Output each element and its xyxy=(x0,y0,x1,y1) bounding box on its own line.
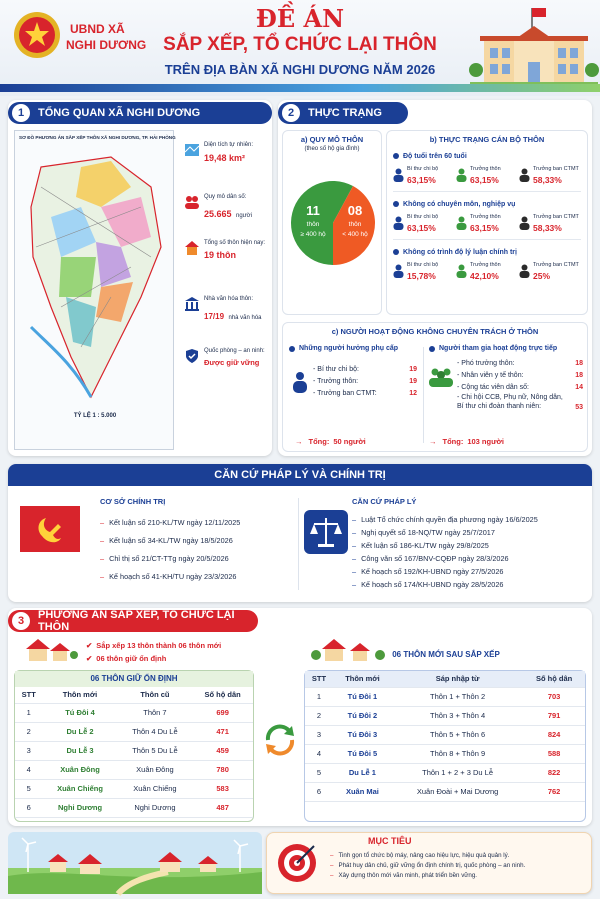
divider xyxy=(298,498,299,590)
list-item xyxy=(100,531,290,549)
divider xyxy=(423,347,424,443)
staff-item-label: Trưởng thôn xyxy=(470,262,501,268)
dash-icon: – xyxy=(100,553,105,563)
header xyxy=(0,0,600,96)
stat-defense xyxy=(184,348,270,367)
legal-heading: CĂN CỨ PHÁP LÝ xyxy=(352,497,417,506)
merged-villages-grid xyxy=(305,671,585,802)
staff-item-value: 63,15% xyxy=(407,175,436,185)
staff-group-heading: Không có trình độ lý luận chính trị xyxy=(403,248,517,256)
row-index: 1 xyxy=(15,703,42,722)
staff-item-label: Trưởng thôn xyxy=(470,166,501,172)
list-item xyxy=(352,565,588,578)
shield-check-icon xyxy=(184,348,200,364)
village-new-name: Du Lễ 2 xyxy=(42,722,117,741)
officer-icon xyxy=(393,264,404,278)
table-row xyxy=(305,706,585,725)
legal-list xyxy=(352,513,588,591)
village-scale-subtitle: (theo số hộ gia đình) xyxy=(304,146,360,152)
staff-item-value: 63,15% xyxy=(407,223,436,233)
allowance-value: 19 xyxy=(409,365,417,373)
staff-item xyxy=(519,214,581,233)
staff-item-value: 15,78% xyxy=(407,271,436,281)
list-item xyxy=(330,850,588,860)
staff-item xyxy=(393,262,455,281)
dash-icon: – xyxy=(352,515,357,524)
village-new-name: Tú Đôi 1 xyxy=(333,687,392,706)
list-item xyxy=(100,567,290,585)
column-header: Số hộ dân xyxy=(523,671,585,687)
pie-green-value: 11 xyxy=(306,203,320,218)
list-item-text: Tinh gọn tổ chức bộ máy, nâng cao hiệu lực, hiệu quả quản lý. xyxy=(338,851,510,859)
stat-value: 17/19 xyxy=(204,312,225,321)
village-source: Thôn 3 + Thôn 4 xyxy=(392,706,523,725)
staff-status-panel xyxy=(386,130,588,315)
row-index: 3 xyxy=(15,741,42,760)
check-icon: ✔ xyxy=(86,641,93,650)
table-row xyxy=(15,798,253,817)
officer-icon xyxy=(519,168,530,182)
agency-name-line2: NGHI DƯƠNG xyxy=(66,38,147,52)
village-source: Xuân Đoài + Mai Dương xyxy=(392,782,523,801)
list-item-text: Công văn số 167/BNV-CQĐP ngày 28/3/2026 xyxy=(361,554,509,563)
staff-group-items xyxy=(393,214,581,233)
total-label: Tổng: xyxy=(308,437,330,446)
staff-item-value: 25% xyxy=(533,271,551,281)
stat-area xyxy=(184,142,270,163)
stat-value: 19 thôn xyxy=(204,250,237,260)
list-item-text: Kết luận số 186-KL/TW ngày 29/8/2025 xyxy=(361,541,489,550)
dash-icon: – xyxy=(352,580,357,589)
staff-item-value: 58,33% xyxy=(533,223,562,233)
village-new-name: Tú Đôi 5 xyxy=(333,744,392,763)
dash-icon: – xyxy=(352,554,357,563)
transform-arrows-icon xyxy=(262,722,298,758)
scales-of-justice-icon xyxy=(304,510,348,554)
stat-villages xyxy=(184,240,270,260)
staff-group-heading-row xyxy=(393,198,581,210)
section-number: 2 xyxy=(282,104,300,122)
household-count: 762 xyxy=(523,782,585,801)
village-new-name: Tú Đôi 4 xyxy=(42,703,117,722)
pie-orange-value: 08 xyxy=(347,203,363,218)
column-header: Thôn mới xyxy=(42,687,117,703)
staff-item xyxy=(519,262,581,281)
village-source: Thôn 8 + Thôn 9 xyxy=(392,744,523,763)
allowance-total xyxy=(295,437,366,446)
participant-value: 18 xyxy=(575,359,583,367)
merged-villages-table xyxy=(304,650,586,822)
stat-label: Quy mô dân số: xyxy=(204,194,247,200)
total-label: Tổng: xyxy=(442,437,464,446)
allowance-label: - Trưởng ban CTMT: xyxy=(313,389,377,397)
countryside-illustration xyxy=(8,832,262,894)
officer-icon xyxy=(519,264,530,278)
section-number: 3 xyxy=(12,612,30,630)
legal-title: CĂN CỨ PHÁP LÝ VÀ CHÍNH TRỊ xyxy=(8,464,592,486)
column-header: Sáp nhập từ xyxy=(392,671,523,687)
person-icon xyxy=(291,371,309,393)
staff-item-value: 63,15% xyxy=(470,223,499,233)
staff-item-label: Trưởng ban CTMT xyxy=(533,262,579,268)
village-new-name: Xuân Mai xyxy=(333,782,392,801)
staff-item xyxy=(456,262,518,281)
village-new-name: Du Lễ 3 xyxy=(42,741,117,760)
dash-icon: – xyxy=(100,571,105,581)
household-count: 471 xyxy=(192,722,253,741)
staff-group-heading-row xyxy=(393,150,581,162)
row-index: 3 xyxy=(305,725,333,744)
household-count: 588 xyxy=(523,744,585,763)
staff-item-value: 58,33% xyxy=(533,175,562,185)
stat-label: Diện tích tự nhiên: xyxy=(204,142,254,148)
stat-value: 19,48 km² xyxy=(204,153,246,163)
section-status-header xyxy=(278,102,408,124)
table-header-row xyxy=(15,687,253,703)
total-value: 103 người xyxy=(467,437,504,446)
table-row xyxy=(15,779,253,798)
participant-label: - Chi hội CCB, Phụ nữ, Nông dân, Bí thư chi đoàn thanh niên: xyxy=(457,394,563,411)
allowance-heading: Những người hưởng phụ cấp xyxy=(299,345,399,352)
column-header: Thôn cũ xyxy=(118,687,193,703)
group-icon xyxy=(429,367,453,387)
participant-value: 53 xyxy=(575,404,583,412)
participant-label: - Nhân viên y tế thôn: xyxy=(457,371,524,379)
staff-group-heading: Độ tuổi trên 60 tuổi xyxy=(403,152,467,160)
decorative-wave xyxy=(0,84,600,92)
participant-label: - Cộng tác viên dân số: xyxy=(457,383,529,391)
population-icon xyxy=(184,194,200,210)
dash-icon: – xyxy=(330,861,334,869)
row-index: 4 xyxy=(305,744,333,763)
column-header: STT xyxy=(305,671,333,687)
village-scale-title: a) QUY MÔ THÔN xyxy=(300,135,364,144)
bullet-icon xyxy=(393,201,399,207)
village-houses-icon xyxy=(22,637,78,663)
list-item xyxy=(352,539,588,552)
bullet-icon xyxy=(393,153,399,159)
column-header: Thôn mới xyxy=(333,671,392,687)
village-source: Nghi Dương xyxy=(118,798,193,817)
staff-group-heading-row xyxy=(393,246,581,258)
section-plan-header xyxy=(8,610,258,632)
village-new-name: Xuân Chiếng xyxy=(42,779,117,798)
direct-participants-group xyxy=(429,345,585,446)
officer-icon xyxy=(393,168,404,182)
stat-label: Quốc phòng – an ninh: xyxy=(204,348,265,354)
row-index: 6 xyxy=(15,798,42,817)
list-item-text: Phát huy dân chủ, giữ vững ổn định chính trị, quốc phòng – an ninh. xyxy=(338,861,526,869)
goals-title: MỤC TIÊU xyxy=(368,836,412,846)
village-new-name: Nghi Dương xyxy=(42,798,117,817)
arrow-right-icon: → xyxy=(295,437,303,446)
stat-label: Nhà văn hóa thôn: xyxy=(204,296,254,302)
arrow-right-icon: → xyxy=(429,437,437,446)
list-item-text: Kế hoạch số 192/KH-UBND ngày 27/5/2026 xyxy=(361,567,504,576)
household-count: 699 xyxy=(192,703,253,722)
staff-item xyxy=(393,166,455,185)
column-header: STT xyxy=(15,687,42,703)
participant-value: 14 xyxy=(575,383,583,391)
office-building-icon xyxy=(470,4,598,94)
village-source: Xuân Đông xyxy=(118,760,193,779)
list-item xyxy=(330,870,588,880)
list-item-text: Kết luận số 34-KL/TW ngày 18/5/2026 xyxy=(109,535,233,545)
staff-item-value: 63,15% xyxy=(470,175,499,185)
village-source: Thôn 5 + Thôn 6 xyxy=(392,725,523,744)
row-index: 2 xyxy=(15,722,42,741)
officer-icon xyxy=(393,216,404,230)
list-item xyxy=(100,513,290,531)
column-header: Số hộ dân xyxy=(192,687,253,703)
row-index: 2 xyxy=(305,706,333,725)
participants-heading: Người tham gia hoạt động trực tiếp xyxy=(439,345,558,352)
stat-label: Tổng số thôn hiện nay: xyxy=(204,240,266,246)
dash-icon: – xyxy=(352,541,357,550)
list-item-text: Chỉ thị số 21/CT-TTg ngày 20/5/2026 xyxy=(109,553,229,563)
list-item xyxy=(352,513,588,526)
stable-villages-grid xyxy=(15,687,253,818)
pie-orange-unit: thôn xyxy=(348,221,362,228)
table-row xyxy=(15,722,253,741)
section-number: 1 xyxy=(12,104,30,122)
household-count: 822 xyxy=(523,763,585,782)
household-count: 791 xyxy=(523,706,585,725)
area-map-icon xyxy=(184,142,200,158)
dash-icon: – xyxy=(352,567,357,576)
row-index: 5 xyxy=(15,779,42,798)
dash-icon: – xyxy=(100,517,105,527)
village-scale-panel xyxy=(282,130,382,315)
allowance-label: - Trưởng thôn: xyxy=(313,377,359,385)
dash-icon: – xyxy=(352,528,357,537)
row-index: 5 xyxy=(305,763,333,782)
political-list xyxy=(100,513,290,585)
staff-item-label: Bí thư chi bộ xyxy=(407,166,439,172)
table-row xyxy=(15,703,253,722)
staff-item-label: Trưởng ban CTMT xyxy=(533,214,579,220)
staff-item-label: Trưởng ban CTMT xyxy=(533,166,579,172)
map-title: SƠ ĐỒ PHƯƠNG ÁN SẮP XẾP THÔN XÃ NGHI DƯƠNG, TP. HẢI PHÒNG xyxy=(19,135,176,140)
allowance-label: - Bí thư chi bộ: xyxy=(313,365,359,373)
non-specialized-title: c) NGƯỜI HOẠT ĐỘNG KHÔNG CHUYÊN TRÁCH Ở THÔN xyxy=(331,327,539,336)
stat-value: 25.665 xyxy=(204,209,232,219)
map-scale: TỶ LỆ 1 : 5.000 xyxy=(73,413,117,419)
list-item-text: Nghị quyết số 18-NQ/TW ngày 25/7/2017 xyxy=(361,528,495,537)
dash-icon: – xyxy=(330,871,334,879)
staff-groups xyxy=(387,150,587,281)
table-row xyxy=(15,741,253,760)
village-source: Thôn 1 + Thôn 2 xyxy=(392,687,523,706)
political-heading: CƠ SỞ CHÍNH TRỊ xyxy=(100,497,166,506)
bullet-icon xyxy=(429,346,435,352)
stable-villages-title: 06 THÔN GIỮ ỔN ĐỊNH xyxy=(15,671,253,687)
staff-item-label: Bí thư chi bộ xyxy=(407,262,439,268)
divider xyxy=(393,191,581,192)
culture-house-icon xyxy=(184,296,200,312)
section-title: PHƯƠNG ÁN SẮP XẾP, TỔ CHỨC LẠI THÔN xyxy=(38,609,235,633)
bullet-icon xyxy=(289,346,295,352)
pie-orange-label: < 400 hộ xyxy=(342,231,368,238)
list-item-text: Kết luận số 210-KL/TW ngày 12/11/2025 xyxy=(109,517,241,527)
non-specialized-panel xyxy=(282,322,588,452)
target-icon xyxy=(276,842,318,884)
agency-name-line1: UBND XÃ xyxy=(70,22,125,36)
check-text: 06 thôn giữ ổn định xyxy=(96,654,167,663)
list-item-text: Kế hoạch số 174/KH-UBND ngày 28/5/2026 xyxy=(361,580,504,589)
staff-item xyxy=(456,166,518,185)
section-overview-header xyxy=(8,102,272,124)
officer-icon xyxy=(519,216,530,230)
table-row xyxy=(305,725,585,744)
household-count: 459 xyxy=(192,741,253,760)
household-count: 703 xyxy=(523,687,585,706)
list-item xyxy=(352,526,588,539)
officer-icon xyxy=(456,168,467,182)
dash-icon: – xyxy=(330,851,334,859)
row-index: 4 xyxy=(15,760,42,779)
section-title: THỰC TRẠNG xyxy=(308,107,382,119)
staff-item xyxy=(519,166,581,185)
participant-value: 18 xyxy=(575,371,583,379)
row-index: 6 xyxy=(305,782,333,801)
stable-villages-table xyxy=(14,670,254,822)
map-drawing xyxy=(21,147,171,409)
staff-item-label: Bí thư chi bộ xyxy=(407,214,439,220)
title-line2: SẮP XẾP, TỔ CHỨC LẠI THÔN xyxy=(163,34,437,55)
officer-icon xyxy=(456,216,467,230)
village-source: Thôn 4 Du Lễ xyxy=(118,722,193,741)
allowance-group xyxy=(289,345,419,446)
staff-item xyxy=(456,214,518,233)
staff-item xyxy=(393,214,455,233)
staff-group xyxy=(393,150,581,192)
list-item-text: Xây dựng thôn mới văn minh, phát triển bền vững. xyxy=(338,871,478,879)
list-item xyxy=(330,860,588,870)
table-row xyxy=(305,687,585,706)
staff-status-title: b) THỰC TRẠNG CÁN BỘ THÔN xyxy=(429,135,545,144)
staff-group-items xyxy=(393,166,581,185)
title-line1: ĐỀ ÁN xyxy=(255,4,345,33)
household-count: 487 xyxy=(192,798,253,817)
list-item xyxy=(100,549,290,567)
pie-green-label: ≥ 400 hộ xyxy=(300,231,326,238)
village-map xyxy=(14,130,174,450)
goals-list xyxy=(330,850,588,880)
bullet-icon xyxy=(393,249,399,255)
table-row xyxy=(15,760,253,779)
plan-checks xyxy=(86,639,221,665)
list-item-text: Luật Tổ chức chính quyền địa phương ngày 16/6/2025 xyxy=(361,515,538,524)
dash-icon: – xyxy=(100,535,105,545)
staff-item-value: 42,10% xyxy=(470,271,499,281)
divider xyxy=(393,239,581,240)
village-new-name: Du Lễ 1 xyxy=(333,763,392,782)
allowance-value: 12 xyxy=(409,389,417,397)
pie-green-unit: thôn xyxy=(306,221,320,228)
row-index: 1 xyxy=(305,687,333,706)
participants-total xyxy=(429,437,504,446)
house-icon xyxy=(184,240,200,256)
table-header-row xyxy=(305,671,585,687)
staff-group xyxy=(393,198,581,240)
total-value: 50 người xyxy=(333,437,366,446)
stat-unit: người xyxy=(235,213,252,219)
village-source: Thôn 5 Du Lễ xyxy=(118,741,193,760)
national-emblem-icon xyxy=(12,10,62,60)
merged-villages-title: 06 THÔN MỚI SAU SẮP XẾP xyxy=(392,650,500,659)
stat-culture-houses xyxy=(184,296,270,324)
staff-item-label: Trưởng thôn xyxy=(470,214,501,220)
staff-group-items xyxy=(393,262,581,281)
list-item xyxy=(352,578,588,591)
household-count: 824 xyxy=(523,725,585,744)
section-title: TỔNG QUAN XÃ NGHI DƯƠNG xyxy=(38,107,201,119)
participant-label: - Phó trưởng thôn: xyxy=(457,359,515,367)
village-source: Thôn 7 xyxy=(118,703,193,722)
household-count: 780 xyxy=(192,760,253,779)
village-new-name: Tú Đôi 2 xyxy=(333,706,392,725)
village-new-name: Tú Đôi 3 xyxy=(333,725,392,744)
party-flag-icon xyxy=(20,506,80,552)
table-row xyxy=(305,744,585,763)
village-new-name: Xuân Đông xyxy=(42,760,117,779)
staff-group-heading: Không có chuyên môn, nghiệp vụ xyxy=(403,200,516,208)
list-item-text: Kế hoạch số 41-KH/TU ngày 23/3/2026 xyxy=(109,571,237,581)
table-row xyxy=(305,782,585,801)
stat-value: Được giữ vững xyxy=(204,358,260,367)
officer-icon xyxy=(456,264,467,278)
household-count: 583 xyxy=(192,779,253,798)
check-text: Sắp xếp 13 thôn thành 06 thôn mới xyxy=(96,641,222,650)
list-item xyxy=(352,552,588,565)
stat-population xyxy=(184,194,270,222)
allowance-value: 19 xyxy=(409,377,417,385)
title-line3: TRÊN ĐỊA BÀN XÃ NGHI DƯƠNG NĂM 2026 xyxy=(164,62,436,77)
table-row xyxy=(305,763,585,782)
check-icon: ✔ xyxy=(86,654,93,663)
village-source: Thôn 1 + 2 + 3 Du Lễ xyxy=(392,763,523,782)
village-source: Xuân Chiếng xyxy=(118,779,193,798)
staff-group xyxy=(393,246,581,281)
stat-unit: nhà văn hóa xyxy=(228,315,262,321)
